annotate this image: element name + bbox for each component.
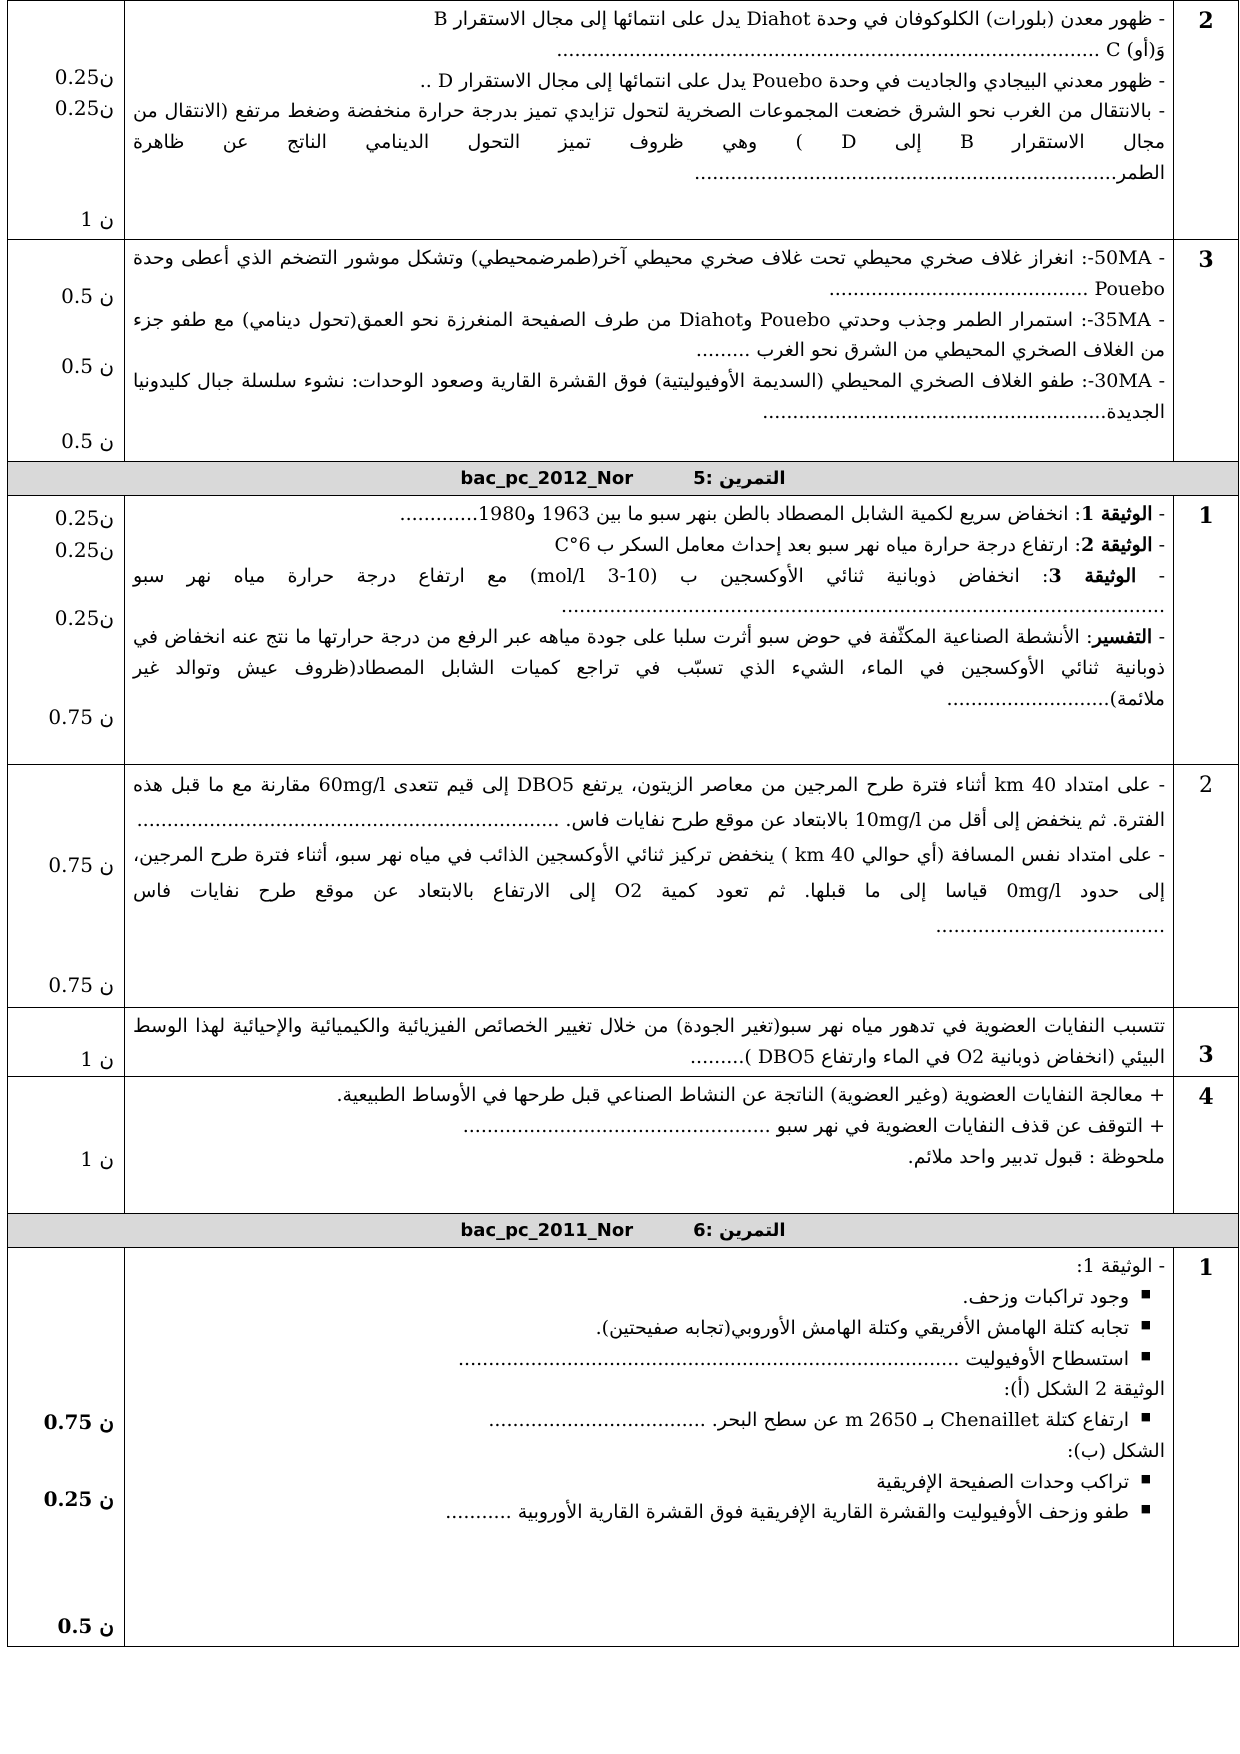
doc1-title: - الوثيقة 1: (1076, 1255, 1165, 1278)
answer-line: - الوثيقة 1: انخفاض سريع لكمية الشابل المصطاد بالطن بنهر سبو ما بين 1963 و1980............. (399, 503, 1165, 526)
answer-line: - التفسير: الأنشطة الصناعية المكثّفة في حوض سبو أثرت سلبا على جودة مياهه عبر الرفع من درجة حرارتها ما نتج عنه انخفاض في ذوبانية ثنائي الأوكسجين في الماء، الشيء الذي تسبّب في تراجع كميات الشابل المصطاد(ظروف عيش وتوالد غير ملائمة)........................... (133, 626, 1165, 710)
answer-line: ملحوظة : قبول تدبير واحد ملائم. (907, 1145, 1165, 1168)
score-column (8, 1, 125, 240)
question-number: 1 (1174, 496, 1239, 765)
answer-text (125, 496, 1174, 765)
answer-text (125, 1077, 1174, 1214)
question-number: 3 (1174, 240, 1239, 462)
score-value: 0.25ن (54, 538, 114, 563)
question-number: 1 (1174, 1248, 1239, 1647)
question-number: 2 (1174, 765, 1239, 1008)
answer-text (125, 1248, 1174, 1647)
ex4-q2-row (8, 1, 1239, 240)
answer-table (7, 0, 1239, 1647)
score-value: 0.5 ن (61, 429, 114, 453)
score-value: 1 ن (80, 1147, 114, 1172)
ex5-q4-row (8, 1077, 1239, 1214)
score-value: 0.5 ن (61, 354, 114, 378)
score-value: 0.75 ن (48, 973, 114, 998)
answer-line: - بالانتقال من الغرب نحو الشرق خضعت المجموعات الصخرية لتحول تزايدي تميز بدرجة حرارة منخفضة وضغط مرتفع (الانتقال من مجال الاستقرار B إلى D ) وهي ظروف تميز التحول الدينامي الناتج عن ظاهرة الطمر...................................................................... (133, 100, 1165, 184)
exam-code: bac_pc_2012_Nor (460, 468, 634, 489)
answer-line: - ظهور معدن (بلورات) الكلوكوفان في وحدة Diahot يدل على انتمائها إلى مجال الاستقرار B (433, 8, 1165, 30)
question-number: 2 (1174, 1, 1239, 240)
doc2-title: الوثيقة 2 الشكل (أ): (1003, 1378, 1165, 1401)
answer-line: - الوثيقة 2: ارتفاع درجة حرارة مياه نهر سبو بعد إحداث معامل السكر ب 6°C (554, 533, 1165, 556)
score-value: 1 ن (80, 207, 114, 231)
ex6-q1-row (8, 1248, 1239, 1647)
figure-b-title: الشكل (ب): (1066, 1439, 1165, 1462)
score-value: 0.25ن (54, 606, 114, 631)
score-value: 0.25ن (54, 506, 114, 531)
answer-line: - 35MA-: استمرار الطمر وجذب وحدتي Pouebo وDiahot من طرف الصفيحة المنغرزة نحو العمق(تحول دينامي) مع طفو جزء من الغلاف الصخري المحيطي من الشرق نحو الغرب ......... (133, 308, 1165, 362)
answer-line: + التوقف عن قذف النفايات العضوية في نهر سبو ................................................... (462, 1114, 1165, 1137)
exercise-5-header (8, 462, 1239, 496)
answer-line: - الوثيقة 3: انخفاض ذوبانية ثنائي الأوكسجين ب (10-3 mol/l) مع ارتفاع درجة حرارة مياه نهر سبو .................................................................................................... (133, 564, 1165, 618)
answer-text (125, 765, 1174, 1008)
ex5-q1-row (8, 496, 1239, 765)
answer-line: + معالجة النفايات العضوية (وغير العضوية) الناتجة عن النشاط الصناعي قبل طرحها في الأوساط الطبيعية. (336, 1084, 1165, 1107)
answer-paragraph: - على امتداد نفس المسافة (أي حوالي 40 km ) ينخفض تركيز ثنائي الأوكسجين الذائب في مياه نهر سبو، أثناء فترة طرح المرجين، إلى حدود 0mg/l قياسا إلى ما قبلها. ثم تعود كمية O2 إلى الارتفاع بالابتعاد عن موقع طرح نفايات فاس ...................................... (133, 844, 1165, 937)
question-number: 3 (1174, 1008, 1239, 1077)
score-value: 1 ن (80, 1047, 114, 1072)
answer-text (125, 1, 1174, 240)
score-value: 0.25 ن (43, 1487, 114, 1512)
score-value: 0.75 ن (48, 705, 114, 730)
answer-line: - 30MA-: طفو الغلاف الصخري المحيطي (السديمة الأوفيوليتية) فوق القشرة القارية وصعود الوحدات: نشوء سلسلة جبال كليدونيا الجديدة......................................................... (133, 370, 1165, 423)
list-item: ■ ارتفاع كتلة Chenaillet بـ 2650 m عن سطح البحر. .................................... (155, 1405, 1129, 1436)
exam-code: bac_pc_2011_Nor (460, 1220, 634, 1242)
score-value: 0.75 ن (48, 853, 114, 878)
ex4-q3-row (8, 240, 1239, 462)
score-column (8, 765, 125, 1008)
score-column (8, 1077, 125, 1214)
list-item: ■ استسطاح الأوفيوليت ................................................................................... (155, 1344, 1129, 1375)
score-value: 0.25ن (54, 96, 114, 120)
score-column (8, 496, 125, 765)
list-item: ■ تراكب وحدات الصفيحة الإفريقية (155, 1467, 1129, 1498)
exercise-title: التمرين :6 (693, 1220, 786, 1242)
exercise-6-header (8, 1214, 1239, 1248)
score-value: 0.5 ن (57, 1614, 114, 1639)
score-value: 0.75 ن (43, 1410, 114, 1435)
list-item: ■ وجود تراكبات وزحف. (155, 1282, 1129, 1313)
score-column (8, 240, 125, 462)
answer-text (125, 240, 1174, 462)
answer-line: وَ(أو) C .......................................................................................... (556, 38, 1165, 61)
interpretation-label: التفسير (1092, 626, 1153, 649)
score-value: 0.5 ن (61, 284, 114, 308)
answer-text: تتسبب النفايات العضوية في تدهور مياه نهر سبو(تغير الجودة) من خلال تغيير الخصائص الفيزيائية والكيميائية والإحيائية لهذا الوسط البيئي (انخفاض ذوبانية O2 في الماء وارتفاع DBO5 )......... (125, 1008, 1174, 1077)
score-column (8, 1248, 125, 1647)
score-value: 0.25ن (54, 65, 114, 89)
doc1-list (155, 1282, 1165, 1374)
list-item: ■ طفو وزحف الأوفيوليت والقشرة القارية الإفريقية فوق القشرة القارية الأوروبية ........... (155, 1497, 1129, 1528)
correction-page (7, 0, 1239, 1647)
answer-paragraph: - على امتداد 40 km أثناء فترة طرح المرجين من معاصر الزيتون، يرتفع DBO5 إلى قيم تتعدى 60mg/l مقارنة مع ما قبل هذه الفترة. ثم ينخفض إلى أقل من 10mg/l بالابتعاد عن موقع طرح نفايات فاس. ...................................................................... (133, 774, 1165, 832)
doc2-list (155, 1405, 1165, 1436)
ex5-q3-row (8, 1008, 1239, 1077)
answer-line: - 50MA-: انغراز غلاف صخري محيطي تحت غلاف صخري محيطي آخر(طمرضمحيطي) وتشكل موشور التضخم الذي أعطى وحدة Pouebo ........................................... (133, 247, 1165, 300)
answer-line: - ظهور معدني البيجادي والجاديت في وحدة Pouebo يدل على انتمائها إلى مجال الاستقرار D .. (419, 69, 1165, 92)
doc-label: الوثيقة 3 (1048, 564, 1137, 587)
figure-b-list (155, 1467, 1165, 1529)
doc-label: الوثيقة 2 (1080, 533, 1153, 556)
question-number: 4 (1174, 1077, 1239, 1214)
score-column (8, 1008, 125, 1077)
ex5-q2-row (8, 765, 1239, 1008)
list-item: ■ تجابه كتلة الهامش الأفريقي وكتلة الهامش الأوروبي(تجابه صفيحتين). (155, 1313, 1129, 1344)
exercise-title: التمرين :5 (693, 468, 786, 489)
doc-label: الوثيقة 1 (1080, 503, 1153, 526)
